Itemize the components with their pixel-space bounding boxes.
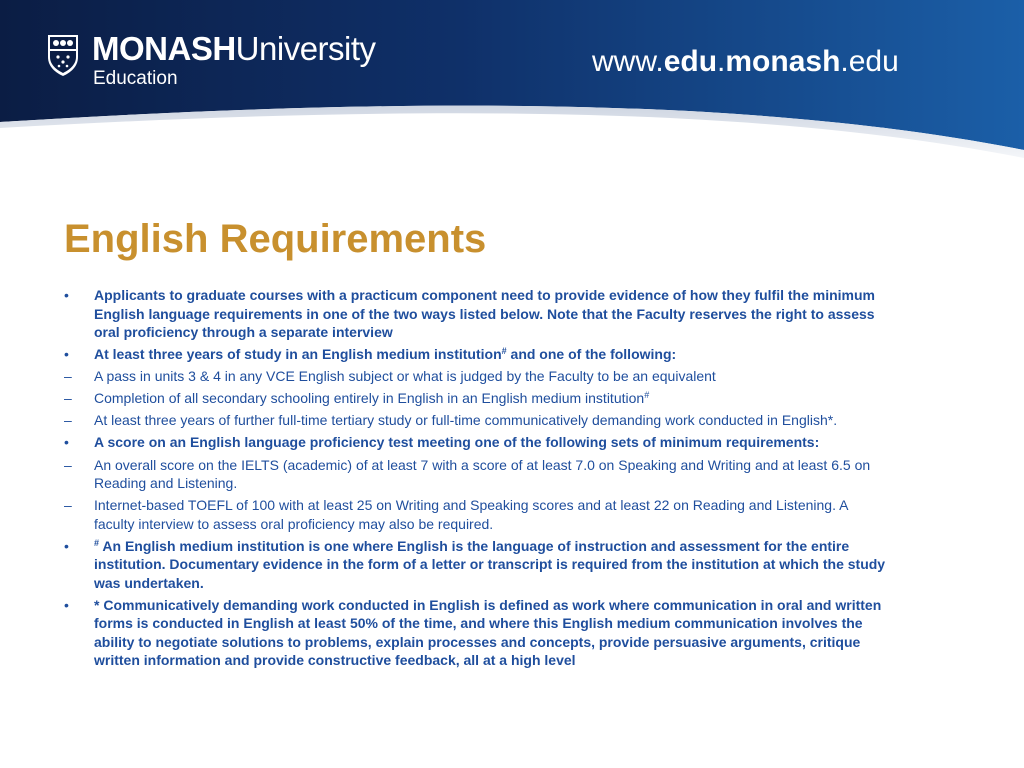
website-url: [592, 44, 899, 80]
university-logo: [92, 30, 376, 68]
dash-marker: –: [64, 412, 72, 429]
logo-monash-text: MONASH: [92, 30, 236, 67]
item-text: Applicants to graduate courses with a practicum component need to provide evidence of how they fulfil the minimum English language requirements in one of the two ways listed below. Note that the Faculty reserves the right to assess oral proficiency through a separate interview: [94, 287, 875, 340]
bullet-marker: •: [64, 287, 69, 303]
item-text: A score on an English language proficiency test meeting one of the following sets of minimum requirements:: [94, 434, 820, 451]
url-edu: edu: [663, 45, 718, 78]
list-item: [64, 286, 890, 342]
list-item: [64, 496, 890, 533]
url-suffix: .edu: [840, 45, 899, 78]
header-banner: [0, 0, 1024, 158]
footnote-mark: #: [501, 346, 507, 357]
list-item: [64, 596, 890, 670]
slide-title: English Requirements: [64, 217, 487, 261]
list-item: [64, 537, 890, 593]
url-dot: .: [717, 45, 726, 78]
list-item: [64, 456, 890, 493]
bullet-marker: •: [64, 434, 69, 451]
item-text: At least three years of study in an English medium institution: [94, 346, 502, 363]
requirements-list: [64, 286, 890, 673]
list-item: [64, 433, 890, 452]
list-item: [64, 411, 890, 430]
footnote-mark: #: [94, 537, 100, 548]
footnote-mark: #: [644, 390, 650, 401]
item-text: Internet-based TOEFL of 100 with at least 25 on Writing and Speaking scores and at least 22 on Reading and Listening. A faculty interview to assess oral proficiency may also be required.: [94, 497, 848, 532]
dash-marker: –: [64, 368, 72, 385]
list-item: [64, 345, 890, 364]
dash-marker: –: [64, 497, 72, 514]
logo-faculty-text: Education: [93, 68, 178, 89]
monash-crest-icon: [46, 33, 80, 77]
item-text: Completion of all secondary schooling entirely in English in an English medium institution: [94, 390, 645, 407]
bullet-marker: •: [64, 346, 69, 363]
dash-marker: –: [64, 456, 72, 473]
item-text: An overall score on the IELTS (academic) of at least 7 with a score of at least 7.0 on Speaking and Writing and at least 6.5 on Reading and Listening.: [94, 456, 871, 492]
list-item: [64, 389, 890, 408]
url-prefix: www.: [592, 45, 664, 78]
item-text: A pass in units 3 & 4 in any VCE English subject or what is judged by the Faculty to be an equivalent: [94, 368, 716, 385]
item-text-cont: and one of the following:: [506, 346, 677, 363]
bullet-marker: •: [64, 537, 69, 554]
bullet-marker: •: [64, 596, 69, 613]
item-text: An English medium institution is one where English is the language of instruction and assessment for the entire institution. Documentary evidence in the form of a letter or transcript is required from the institution at which the study was undertaken.: [94, 537, 886, 591]
url-monash: monash: [725, 45, 841, 78]
list-item: [64, 367, 890, 386]
logo-university-text: University: [235, 30, 376, 67]
dash-marker: –: [64, 390, 72, 407]
item-text: * Communicatively demanding work conducted in English is defined as work where communication in oral and written forms is conducted in English at least 50% of the time, and where this English medium communication involves the ability to negotiate solutions to problems, explain processes and concepts, provide persuasive arguments, critique written information and provide constructive feedback, all at a high level: [94, 596, 882, 669]
item-text: At least three years of further full-time tertiary study or full-time communicatively demanding work conducted in English*.: [94, 412, 838, 429]
